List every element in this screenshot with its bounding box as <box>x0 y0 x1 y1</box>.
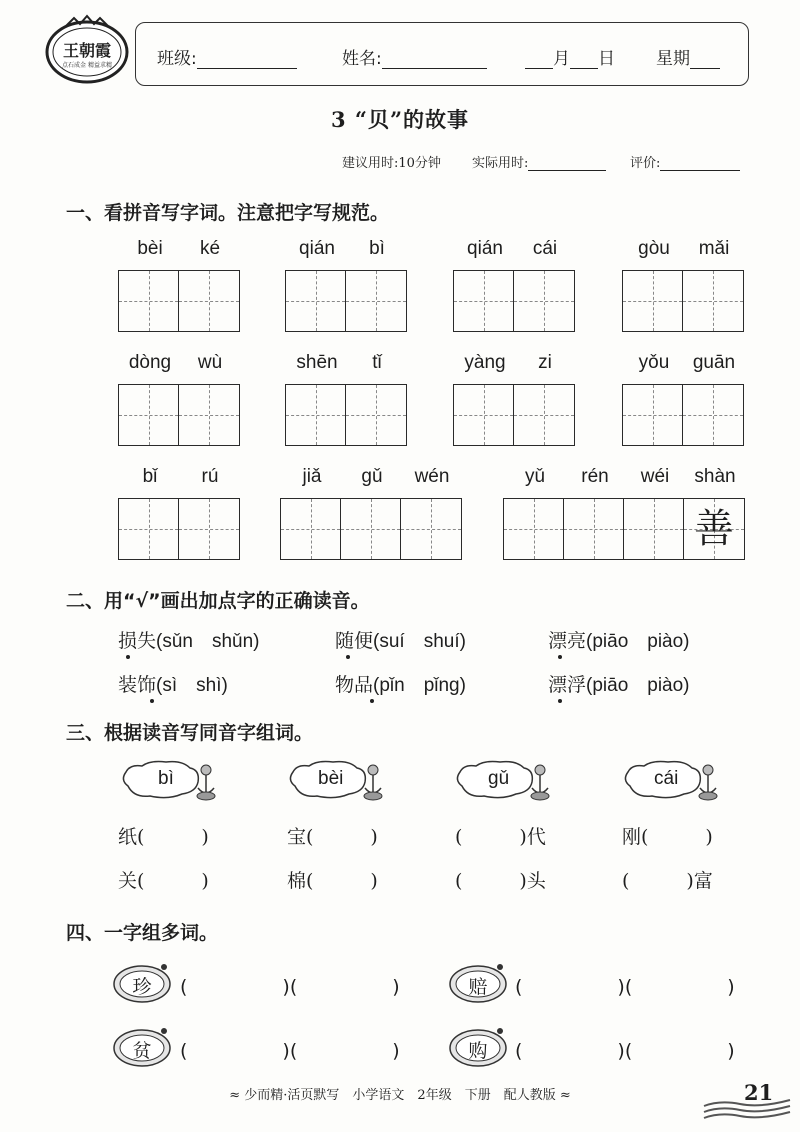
pinyin: yǔ <box>524 466 546 487</box>
homophone-blank[interactable]: ( )代 <box>455 826 546 848</box>
name-blank[interactable] <box>382 50 487 69</box>
pinyin: wù <box>197 352 223 373</box>
emphasis-dot <box>558 655 562 659</box>
week-field <box>656 44 720 69</box>
pronunciation-item[interactable]: 损失(sǔn shǔn) <box>118 631 260 652</box>
section1-heading: 一、看拼音写字词。注意把字写规范。 <box>66 202 390 224</box>
evaluation-field <box>630 152 740 171</box>
pinyin: yǒu <box>638 352 670 373</box>
grid-cell[interactable] <box>454 271 514 331</box>
homophone-blank[interactable]: 宝( ) <box>287 826 378 848</box>
pinyin: bì <box>369 238 385 259</box>
pinyin: bèi <box>137 238 163 259</box>
pinyin: bǐ <box>142 466 158 487</box>
pinyin: shàn <box>694 466 736 487</box>
homophone-blank[interactable]: 纸( ) <box>118 826 209 848</box>
grid-cell[interactable] <box>346 385 406 445</box>
section2-heading: 二、用“√”画出加点字的正确读音。 <box>66 590 370 612</box>
day-blank[interactable] <box>570 50 598 69</box>
pinyin: cái <box>532 238 558 259</box>
grid-cell[interactable] <box>286 385 346 445</box>
badge-character: 贫 <box>132 1040 152 1062</box>
pronunciation-item[interactable]: 漂浮(piāo piào) <box>548 675 690 696</box>
writing-grid[interactable] <box>118 270 240 332</box>
grid-cell[interactable] <box>514 385 574 445</box>
pinyin: zi <box>538 352 552 373</box>
emphasis-dot <box>126 655 130 659</box>
name-label: 姓名: <box>342 49 382 69</box>
writing-grid[interactable] <box>453 384 575 446</box>
footer-text: 少而精·活页默写 小学语文 2年级 下册 配人教版 <box>244 1088 556 1103</box>
grid-cell[interactable] <box>179 271 239 331</box>
pinyin: jiǎ <box>302 466 322 487</box>
pinyin: guān <box>692 352 736 373</box>
week-blank[interactable] <box>690 50 720 69</box>
cloud-pinyin: bì <box>158 768 174 789</box>
homophone-blank[interactable]: 刚( ) <box>622 826 713 848</box>
section3-heading: 三、根据读音写同音字组词。 <box>66 722 314 744</box>
badge-character: 珍 <box>132 976 152 998</box>
grid-cell[interactable] <box>286 271 346 331</box>
logo-motto: 点石成金 精益求精 <box>62 62 112 69</box>
logo-brand: 王朝霞 <box>62 41 111 60</box>
grid-cell[interactable] <box>514 271 574 331</box>
class-field <box>157 44 297 69</box>
actual-time-field <box>472 152 606 171</box>
grid-cell[interactable] <box>623 271 683 331</box>
evaluation-blank[interactable] <box>660 156 740 171</box>
actual-time-label: 实际用时: <box>472 156 529 171</box>
cloud-pinyin: gǔ <box>488 768 510 789</box>
pinyin: rú <box>201 466 219 487</box>
homophone-blank[interactable]: ( )富 <box>622 870 713 892</box>
pinyin: mǎi <box>698 238 730 259</box>
word-blank[interactable]: ( )( ) <box>515 976 735 998</box>
writing-grid[interactable] <box>622 270 744 332</box>
grid-cell[interactable] <box>119 385 179 445</box>
week-label: 星期 <box>656 49 690 69</box>
pronunciation-item[interactable]: 随便(suí shuí) <box>335 631 466 652</box>
grid-cell[interactable] <box>624 499 684 559</box>
suggested-time: 建议用时:10分钟 <box>342 156 441 171</box>
grid-cell[interactable] <box>684 499 744 559</box>
grid-cell[interactable] <box>454 385 514 445</box>
evaluation-label: 评价: <box>630 156 661 171</box>
writing-grid[interactable] <box>118 384 240 446</box>
section4-heading: 四、一字组多词。 <box>66 922 219 944</box>
emphasis-dot <box>370 699 374 703</box>
grid-cell[interactable] <box>119 499 179 559</box>
pinyin: qián <box>467 238 503 259</box>
writing-grid[interactable] <box>285 270 407 332</box>
pinyin: gǔ <box>361 466 383 487</box>
grid-cell[interactable] <box>683 271 743 331</box>
name-field <box>342 44 487 69</box>
grid-cell[interactable] <box>179 385 239 445</box>
cloud-pinyin: bèi <box>318 768 344 789</box>
writing-grid[interactable] <box>453 270 575 332</box>
homophone-blank[interactable]: 关( ) <box>118 870 209 892</box>
grid-cell[interactable] <box>504 499 564 559</box>
pinyin: gòu <box>638 238 670 259</box>
grid-cell[interactable] <box>564 499 624 559</box>
grid-cell[interactable] <box>179 499 239 559</box>
word-blank[interactable]: ( )( ) <box>180 976 400 998</box>
pinyin: shēn <box>296 352 338 373</box>
word-blank[interactable]: ( )( ) <box>515 1040 735 1062</box>
writing-grid[interactable] <box>622 384 744 446</box>
grid-cell[interactable] <box>281 499 341 559</box>
pronunciation-item[interactable]: 漂亮(piāo piào) <box>548 631 690 652</box>
class-label: 班级: <box>157 49 197 69</box>
grid-cell[interactable] <box>119 271 179 331</box>
page-title: 3 “贝”的故事 <box>330 107 470 132</box>
pinyin: rén <box>581 466 609 487</box>
pinyin: ké <box>199 238 221 259</box>
pinyin: yàng <box>464 352 506 373</box>
grid-cell[interactable] <box>346 271 406 331</box>
grid-cell[interactable] <box>683 385 743 445</box>
month-label: 月 <box>553 49 570 69</box>
emphasis-dot <box>346 655 350 659</box>
emphasis-dot <box>150 699 154 703</box>
grid-cell[interactable] <box>341 499 401 559</box>
date-field <box>525 44 615 69</box>
grid-cell[interactable] <box>623 385 683 445</box>
pinyin: wéi <box>640 466 670 487</box>
pinyin: qián <box>299 238 335 259</box>
pronunciation-item[interactable]: 装饰(sì shì) <box>118 675 228 696</box>
cloud-pinyin: cái <box>654 768 679 789</box>
pinyin: tǐ <box>372 352 382 373</box>
month-blank[interactable] <box>525 50 553 69</box>
pinyin: dòng <box>128 352 172 373</box>
emphasis-dot <box>558 699 562 703</box>
badge-character: 购 <box>468 1040 488 1062</box>
homophone-blank[interactable]: ( )头 <box>455 870 546 892</box>
pinyin: wén <box>414 466 450 487</box>
writing-grid[interactable] <box>280 498 462 560</box>
given-character: 善 <box>694 506 734 552</box>
actual-time-blank[interactable] <box>528 156 606 171</box>
page-number: 21 <box>744 1080 774 1105</box>
footer: ≈ 少而精·活页默写 小学语文 2年级 下册 配人教版 ≈ <box>229 1088 571 1103</box>
pronunciation-item[interactable]: 物品(pǐn pǐng) <box>335 675 466 696</box>
homophone-blank[interactable]: 棉( ) <box>287 870 378 892</box>
writing-grid[interactable] <box>285 384 407 446</box>
writing-grid[interactable] <box>118 498 240 560</box>
day-label: 日 <box>598 49 615 69</box>
writing-grid[interactable] <box>503 498 745 560</box>
class-blank[interactable] <box>197 50 297 69</box>
grid-cell[interactable] <box>401 499 461 559</box>
word-blank[interactable]: ( )( ) <box>180 1040 400 1062</box>
badge-character: 赔 <box>468 976 488 998</box>
